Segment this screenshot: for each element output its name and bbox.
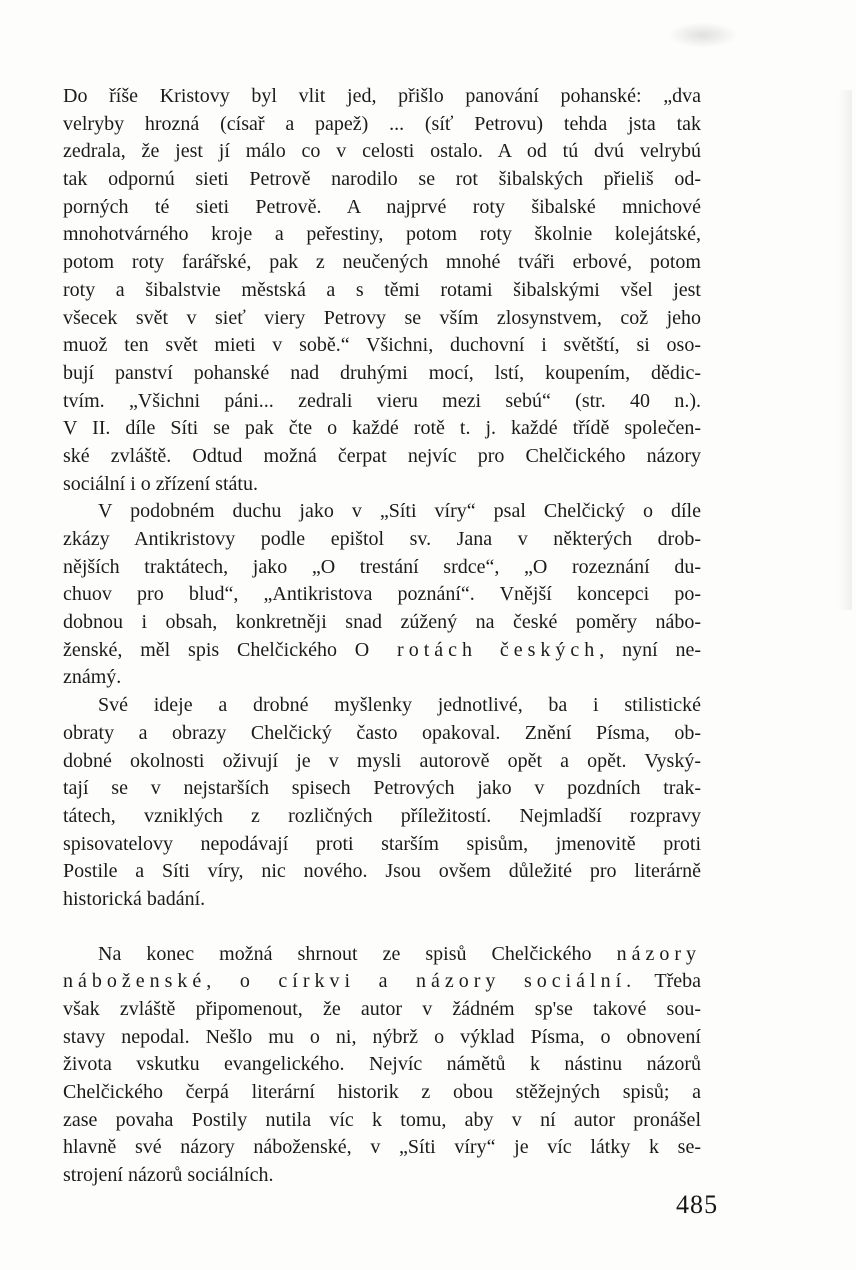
text-line <box>63 748 701 776</box>
text-segment: zkázy Antikristovy podle epištol sv. Jana v některých drob- <box>63 528 701 550</box>
text-segment: hlavně své názory náboženské, v „Síti víry“ je víc látky k se- <box>63 1136 701 1159</box>
text-line <box>63 221 701 249</box>
text-segment: porných té sieti Petrově. A najprvé roty šibalské mnichové <box>63 195 701 218</box>
text-line <box>63 941 701 969</box>
text-segment: tají se v nejstarších spisech Petrových jako v pozdních trak- <box>63 777 701 800</box>
text-segment: tak odpornú sieti Petrově narodilo se rot šibalských přieliš od- <box>63 168 701 191</box>
paragraph <box>63 83 701 498</box>
text-line <box>63 968 701 996</box>
text-segment: Chelčického čerpá literární historik z obou stěžejných spisů; a <box>63 1081 701 1104</box>
text-line <box>63 831 701 859</box>
text-line <box>63 1107 701 1135</box>
text-segment: známý. <box>63 666 122 689</box>
text-segment: velryby hrozná (císař a papež) ... (síť Petrovu) tehda jsta tak <box>63 112 701 135</box>
text-line <box>63 471 701 499</box>
text-segment: však zvláště připomenout, že autor v žádném sp'se takové sou- <box>63 998 701 1020</box>
text-segment: Postile a Síti víry, nic nového. Jsou ovšem důležité pro literárně <box>63 860 701 883</box>
text-line <box>63 581 701 609</box>
text-segment: strojení názorů sociálních. <box>63 1164 274 1187</box>
text-line <box>63 526 701 554</box>
text-line <box>63 775 701 803</box>
text-segment: Na konec možná shrnout ze spisů Chelčického <box>98 942 617 965</box>
text-segment: historická badání. <box>63 887 206 910</box>
text-line <box>63 692 701 720</box>
text-line <box>63 858 701 886</box>
text-segment: stavy nepodal. Nešlo mu o ni, nýbrž o výklad Písma, o obnovení <box>63 1025 701 1048</box>
text-segment: Své ideje a drobné myšlenky jednotlivé, ba i stilistické <box>98 694 701 717</box>
text-segment: chuov pro blud“, „Antikristova poznání“. Vnější koncepci po- <box>63 583 701 606</box>
text-segment: mnohotvárného kroje a peřestiny, potom roty školnie kolejátské, <box>63 223 701 246</box>
text-line <box>63 720 701 748</box>
text-line <box>63 277 701 305</box>
text-line <box>63 332 701 360</box>
text-line <box>63 1162 701 1190</box>
text-line <box>63 554 701 582</box>
page-number: 485 <box>676 1190 719 1219</box>
text-segment: Do říše Kristovy byl vlit jed, přišlo panování pohanské: „dva <box>63 85 701 107</box>
text-line <box>63 111 701 139</box>
text-segment: bují panství pohanské nad druhými mocí, lstí, koupením, dědic- <box>63 361 701 384</box>
text-line <box>63 637 701 665</box>
paragraph <box>63 498 701 692</box>
text-line <box>63 360 701 388</box>
emphasized-text-segment: náboženské, o církvi a názory sociální. <box>63 970 637 993</box>
text-line <box>63 443 701 471</box>
text-line <box>63 388 701 416</box>
text-line <box>63 249 701 277</box>
text-line <box>63 1079 701 1107</box>
text-segment: spisovatelovy nepodávají proti starším spisům, jmenovitě proti <box>63 832 701 855</box>
text-line <box>63 609 701 637</box>
text-segment: všecek svět v sieť viery Petrovy se vším zlosynstvem, což jeho <box>63 306 701 329</box>
body-text <box>63 83 701 1190</box>
text-line <box>63 803 701 831</box>
text-line <box>63 886 701 914</box>
text-segment: zedrala, že jest jí málo co v celosti ostalo. A od tú dvú velrybú <box>63 140 701 163</box>
text-line <box>63 1134 701 1162</box>
text-segment: , nyní ne- <box>599 638 701 661</box>
emphasized-text-segment: O rotách českých <box>354 638 600 661</box>
text-line <box>63 1051 701 1079</box>
paragraph <box>63 692 701 914</box>
scan-artifact <box>838 90 852 610</box>
text-segment: života vskutku evangelického. Nejvíc námětů k nástinu názorů <box>63 1053 701 1076</box>
text-line <box>63 83 701 111</box>
text-segment: ženské, měl spis Chelčického <box>63 638 355 661</box>
text-segment: tátech, vzniklých z rozličných příležitostí. Nejmladší rozpravy <box>63 804 701 827</box>
text-line <box>63 194 701 222</box>
text-line <box>63 415 701 443</box>
text-line <box>63 166 701 194</box>
emphasized-text-segment: názory <box>616 942 701 965</box>
paragraph <box>63 941 701 1190</box>
text-line <box>63 138 701 166</box>
text-segment: potom roty farářské, pak z neučených mnohé tváři erbové, potom <box>63 251 701 274</box>
text-segment: tvím. „Všichni páni... zedrali vieru mezi sebú“ (str. 40 n.). <box>63 389 701 412</box>
text-segment: sociální i o zřízení státu. <box>63 472 258 495</box>
scan-artifact <box>668 22 738 48</box>
text-segment: muož ten svět mieti v sobě.“ Všichni, duchovní i světští, si oso- <box>63 334 701 357</box>
text-line <box>63 305 701 333</box>
text-line <box>63 664 701 692</box>
text-segment: ské zvláště. Odtud možná čerpat nejvíc pro Chelčického názory <box>63 444 701 467</box>
text-segment: nějších traktátech, jako „O trestání srdce“, „O rozeznání du- <box>63 555 701 578</box>
text-segment: dobné okolnosti oživují je v mysli autorově opět a opět. Vyský- <box>63 749 701 772</box>
text-segment: zase povaha Postily nutila víc k tomu, aby v ní autor pronášel <box>63 1108 701 1131</box>
text-segment: obraty a obrazy Chelčický často opakoval. Znění Písma, ob- <box>63 721 701 744</box>
text-segment: V podobném duchu jako v „Síti víry“ psal Chelčický o díle <box>98 500 701 523</box>
text-segment: roty a šibalstvie městská a s těmi rotami šibalskými všel jest <box>63 278 701 301</box>
text-segment: V II. díle Síti se pak čte o každé rotě t. j. každé třídě společen- <box>63 417 701 440</box>
text-line <box>63 1024 701 1052</box>
text-segment: Třeba <box>636 970 701 993</box>
text-line <box>63 498 701 526</box>
text-segment: dobnou i obsah, konkretněji snad zúžený na české poměry nábo- <box>63 611 701 634</box>
text-line <box>63 996 701 1024</box>
